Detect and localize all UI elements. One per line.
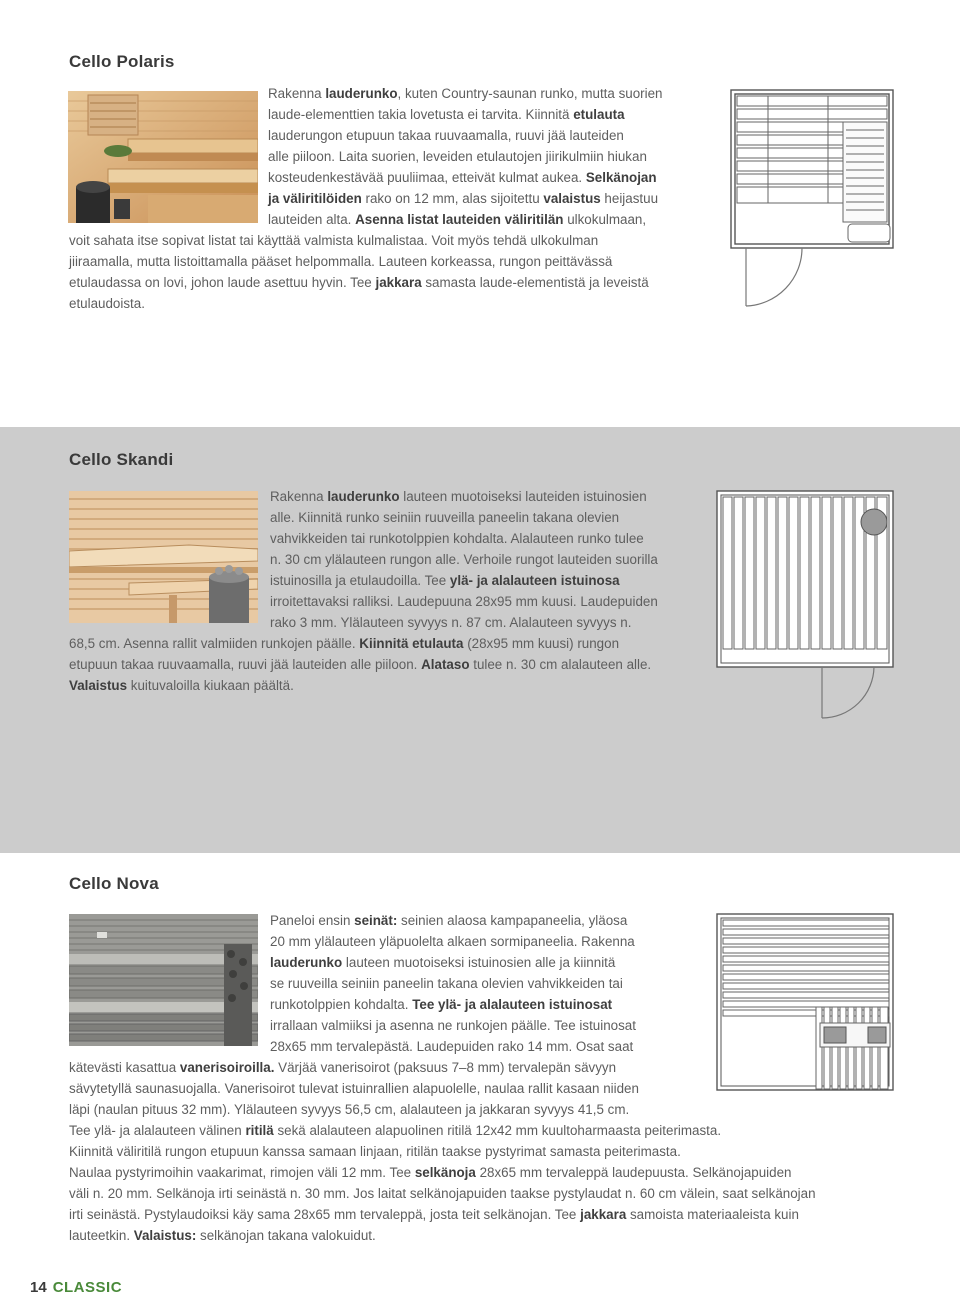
text-emphasis: lauderunko — [327, 489, 400, 504]
text-segment: Kiinnitä väliritilä rungon etupuun kanssa samaan linjaan, ritilän taakse pystyrimat samasta peiterimasta. — [69, 1144, 681, 1159]
text-segment: sekä alalauteen alapuolinen ritilä 12x42 mm kuultoharmaasta peiterimasta. — [273, 1123, 722, 1138]
skandi-sauna-photo — [69, 491, 258, 623]
text-emphasis: Asenna listat lauteiden väliritilän — [355, 212, 564, 227]
text-segment: Tee ylä- ja alalauteen välinen — [69, 1123, 246, 1138]
text-line — [270, 1036, 633, 1057]
text-segment: kätevästi kasattua — [69, 1060, 180, 1075]
section-title-nova: Cello Nova — [69, 874, 159, 893]
text-segment: se ruuveilla seiniin paneelin takana olevien vahvikkeiden tai — [270, 976, 623, 991]
text-segment: (28x95 mm kuusi) rungon — [463, 636, 620, 651]
text-segment: selkänojan takana valokuidut. — [196, 1228, 376, 1243]
text-segment: läpi (naulan pituus 32 mm). Ylälauteen syvyys 56,5 cm, alalauteen ja jakkaran syvyys 41,5 cm. — [69, 1102, 630, 1117]
text-line — [268, 188, 658, 209]
text-line — [69, 633, 619, 654]
polaris-floor-plan — [728, 88, 898, 315]
text-emphasis: ylä- ja alalauteen istuinosa — [449, 573, 620, 588]
text-line — [270, 994, 612, 1015]
polaris-sauna-photo — [68, 91, 258, 223]
text-segment: lauteen muotoiseksi istuinosien alle ja kiinnitä — [342, 955, 616, 970]
text-line — [270, 910, 627, 931]
text-emphasis: vanerisoiroilla. — [179, 1060, 275, 1075]
text-emphasis: lauderunko — [325, 86, 398, 101]
text-line — [268, 125, 624, 146]
text-line — [270, 612, 631, 633]
text-segment: kosteudenkestävää puuliimaa, etteivät kulmat aukea. — [268, 170, 586, 185]
text-segment: väli n. 20 mm. Selkänoja irti seinästä n. 30 mm. Jos laitat selkänojapuiden taakse pystylaudat n. 60 cm välein, saat selkänojan — [69, 1186, 816, 1201]
text-line — [69, 1078, 639, 1099]
text-emphasis: Alataso — [421, 657, 470, 672]
text-line — [268, 104, 625, 125]
text-segment: voit sahata itse sopivat listat tai käyttää valmista kulmalistaa. Voit myös tehdä ulkokulman — [69, 233, 599, 248]
text-line — [69, 1120, 721, 1141]
text-line — [270, 486, 647, 507]
text-segment: vahvikkeiden tai runkotolppien kohdalta. Alalauteen runko tulee — [270, 531, 644, 546]
text-line — [69, 1141, 681, 1162]
text-line — [268, 146, 647, 167]
text-segment: irti seinästä. Pystylaudoiksi käy sama 28x65 mm tervaleppä, josta teit selkänojan. Tee — [69, 1207, 581, 1222]
text-segment: Rakenna — [270, 489, 328, 504]
text-segment: sävytetyllä saunasuojalla. Vanerisoirot tulevat istuinrallien alapuolelle, naulaa rallit kasaan niiden — [69, 1081, 639, 1096]
text-segment: irroitettavaksi ralliksi. Laudepuuna 28x95 mm kuusi. Laudepuiden — [270, 594, 658, 609]
text-segment: Värjää vanerisoirot (paksuus 7–8 mm) tervalepän sävyyn — [274, 1060, 617, 1075]
text-line — [69, 654, 651, 675]
text-emphasis: jakkara — [580, 1207, 627, 1222]
text-segment: 68,5 cm. Asenna rallit valmiiden runkojen päälle. — [69, 636, 360, 651]
text-line — [270, 973, 623, 994]
text-emphasis: ja väliritilöiden — [268, 191, 362, 206]
text-segment: , kuten Country-saunan runko, mutta suorien — [397, 86, 663, 101]
nova-floor-plan — [716, 913, 896, 1118]
text-segment: 20 mm ylälauteen yläpuolelta alkaen sormipaneelia. Rakenna — [270, 934, 635, 949]
text-line — [69, 230, 598, 251]
text-emphasis: lauderunko — [270, 955, 343, 970]
text-segment: etulaudoista. — [69, 296, 145, 311]
text-segment: rako on 12 mm, alas sijoitettu — [361, 191, 544, 206]
text-segment: rako 3 mm. Ylälauteen syvyys n. 87 cm. Alalauteen syvyys n. — [270, 615, 632, 630]
text-segment: lauteen muotoiseksi lauteiden istuinosien — [399, 489, 647, 504]
text-segment: Paneloi ensin — [270, 913, 355, 928]
text-line — [69, 675, 294, 696]
text-line — [270, 528, 644, 549]
text-line — [69, 1057, 616, 1078]
text-line — [270, 549, 658, 570]
text-emphasis: etulauta — [573, 107, 625, 122]
text-emphasis: Kiinnitä etulauta — [359, 636, 464, 651]
text-line — [69, 1225, 376, 1246]
section-title-skandi: Cello Skandi — [69, 450, 174, 469]
text-emphasis: selkänoja — [414, 1165, 476, 1180]
text-emphasis: ritilä — [245, 1123, 274, 1138]
text-line — [270, 931, 635, 952]
text-segment: kuituvaloilla kiukaan päältä. — [127, 678, 294, 693]
text-line — [270, 952, 615, 973]
page-number: 14 — [30, 1279, 47, 1296]
text-segment: ulkokulmaan, — [563, 212, 647, 227]
text-segment: samoista materiaaleista kuin — [626, 1207, 799, 1222]
text-line — [268, 83, 662, 104]
text-line — [268, 209, 646, 230]
text-segment: istuinosilla ja etulaudoilla. Tee — [270, 573, 450, 588]
text-emphasis: valaistus — [543, 191, 601, 206]
text-segment: Rakenna — [268, 86, 326, 101]
text-segment: Naulaa pystyrimoihin vaakarimat, rimojen väli 12 mm. Tee — [69, 1165, 415, 1180]
text-segment: alle piiloon. Laita suorien, leveiden etulautojen jiirikulmiin hiukan — [268, 149, 647, 164]
text-segment: lauteetkin. — [69, 1228, 134, 1243]
text-line — [268, 167, 657, 188]
text-line — [69, 293, 145, 314]
text-segment: tulee n. 30 cm alalauteen alle. — [469, 657, 652, 672]
text-emphasis: jakkara — [375, 275, 422, 290]
text-segment: alle. Kiinnitä runko seiniin ruuveilla paneelin takana olevien — [270, 510, 620, 525]
text-line — [69, 1204, 799, 1225]
text-segment: etupuun takaa ruuvaamalla, ruuvi jää lauteiden alle piiloon. — [69, 657, 422, 672]
text-line — [69, 1162, 792, 1183]
text-segment: n. 30 cm ylälauteen rungon alle. Verhoile rungot lauteiden suorilla — [270, 552, 658, 567]
text-line — [69, 1183, 816, 1204]
text-segment: seinien alaosa kampapaneelia, yläosa — [397, 913, 628, 928]
text-segment: irrallaan valmiiksi ja asenna ne runkojen päälle. Tee istuinosat — [270, 1018, 636, 1033]
text-segment: samasta laude-elementistä ja leveistä — [421, 275, 649, 290]
text-line — [69, 1099, 629, 1120]
text-line — [270, 1015, 636, 1036]
nova-sauna-photo — [69, 914, 258, 1046]
skandi-floor-plan — [716, 490, 896, 725]
text-line — [270, 591, 658, 612]
text-segment: heijastuu — [600, 191, 659, 206]
text-emphasis: Selkänojan — [585, 170, 657, 185]
text-emphasis: seinät: — [354, 913, 398, 928]
text-segment: laude-elementtien takia lovetusta ei tarvita. Kiinnitä — [268, 107, 574, 122]
text-emphasis: Valaistus: — [133, 1228, 197, 1243]
text-segment: 28x65 mm tervaleppä laudepuusta. Selkänojapuiden — [475, 1165, 792, 1180]
text-line — [69, 251, 612, 272]
text-emphasis: Tee ylä- ja alalauteen istuinosat — [412, 997, 613, 1012]
text-segment: lauderungon etupuun takaa ruuvaamalla, ruuvi jää lauteiden — [268, 128, 624, 143]
text-segment: runkotolppien kohdalta. — [270, 997, 413, 1012]
text-segment: 28x65 mm tervalepästä. Laudepuiden rako 14 mm. Osat saat — [270, 1039, 634, 1054]
text-emphasis: Valaistus — [69, 678, 128, 693]
text-line — [69, 272, 649, 293]
text-line — [270, 507, 619, 528]
page-footer — [30, 1279, 122, 1296]
text-line — [270, 570, 620, 591]
text-segment: etulaudassa on lovi, johon laude asettuu hyvin. Tee — [69, 275, 376, 290]
brand-label: CLASSIC — [52, 1279, 123, 1296]
text-segment: jiiraamalla, mutta listoittamalla pääset helpommalla. Lauteen korkeassa, rungon peittävässä — [69, 254, 613, 269]
section-title-polaris: Cello Polaris — [69, 52, 175, 71]
text-segment: lauteiden alta. — [268, 212, 356, 227]
